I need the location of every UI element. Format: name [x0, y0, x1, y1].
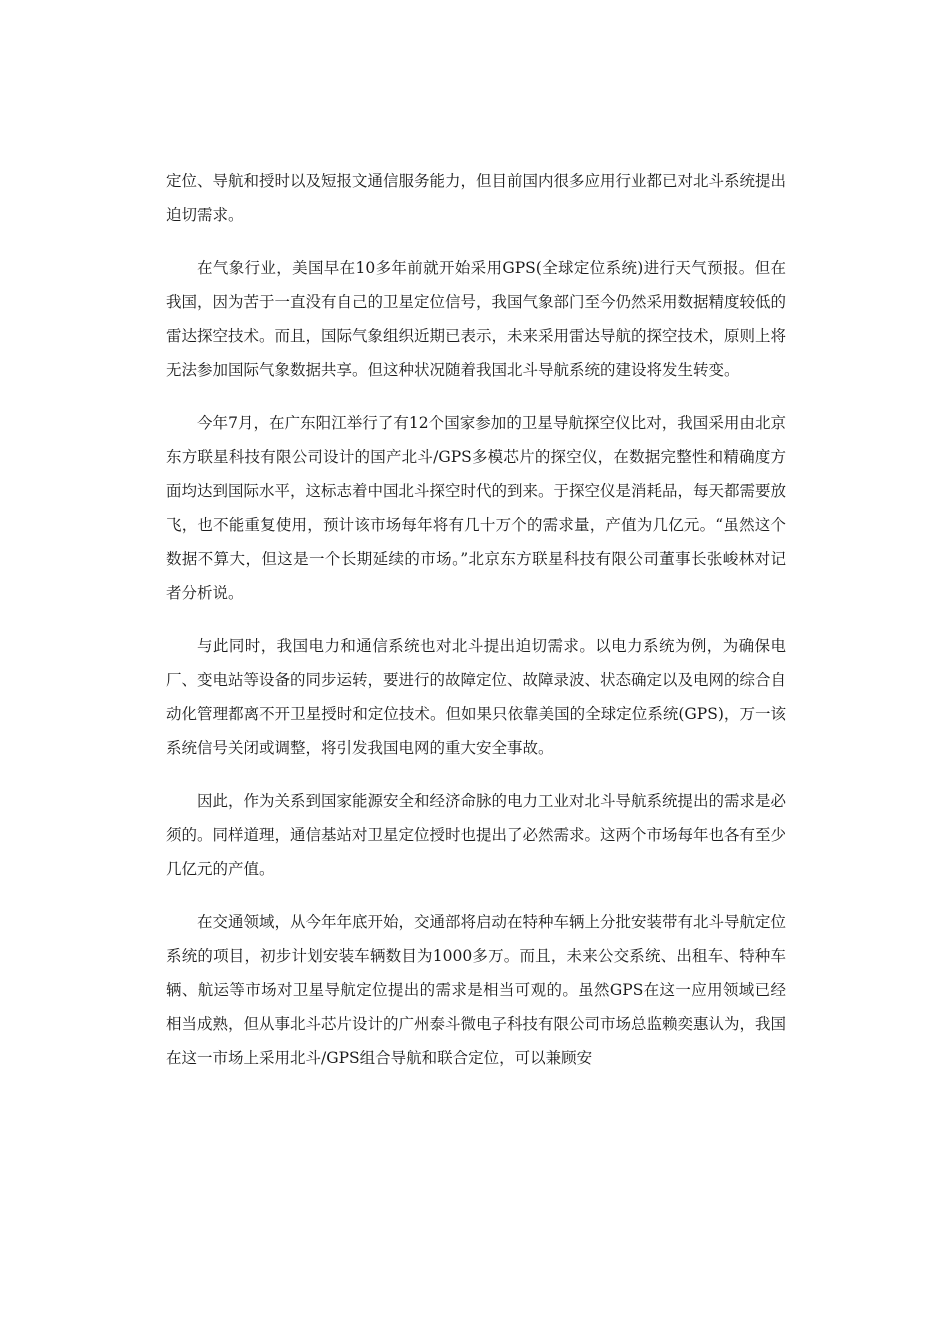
- paragraph-4: 与此同时，我国电力和通信系统也对北斗提出迫切需求。以电力系统为例，为确保电厂、变电站等设备的同步运转，要进行的故障定位、故障录波、状态确定以及电网的综合自动化管理都离不开卫星授时和定位技术。但如果只依靠美国的全球定位系统(GPS)，万一该系统信号关闭或调整，将引发我国电网的重大安全事故。: [166, 637, 787, 757]
- paragraph-5: 因此，作为关系到国家能源安全和经济命脉的电力工业对北斗导航系统提出的需求是必须的。同样道理，通信基站对卫星定位授时也提出了必然需求。这两个市场每年也各有至少几亿元的产值。: [166, 792, 787, 878]
- paragraph-2: 在气象行业，美国早在10多年前就开始采用GPS(全球定位系统)进行天气预报。但在我国，因为苦于一直没有自己的卫星定位信号，我国气象部门至今仍然采用数据精度较低的雷达探空技术。而且，国际气象组织近期已表示，未来采用雷达导航的探空技术，原则上将无法参加国际气象数据共享。但这种状况随着我国北斗导航系统的建设将发生转变。: [166, 259, 787, 379]
- paragraph-3: 今年7月，在广东阳江举行了有12个国家参加的卫星导航探空仪比对，我国采用由北京东方联星科技有限公司设计的国产北斗/GPS多模芯片的探空仪，在数据完整性和精确度方面均达到国际水平，这标志着中国北斗探空时代的到来。于探空仪是消耗品，每天都需要放飞，也不能重复使用，预计该市场每年将有几十万个的需求量，产值为几亿元。“虽然这个数据不算大，但这是一个长期延续的市场。”北京东方联星科技有限公司董事长张峻林对记者分析说。: [166, 414, 787, 602]
- paragraph-1: 定位、导航和授时以及短报文通信服务能力，但目前国内很多应用行业都已对北斗系统提出迫切需求。: [166, 172, 787, 224]
- document-body: [166, 164, 786, 1094]
- paragraph-6: 在交通领域，从今年年底开始，交通部将启动在特种车辆上分批安装带有北斗导航定位系统的项目，初步计划安装车辆数目为1000多万。而且，未来公交系统、出租车、特种车辆、航运等市场对卫星导航定位提出的需求是相当可观的。虽然GPS在这一应用领域已经相当成熟，但从事北斗芯片设计的广州泰斗微电子科技有限公司市场总监赖奕惠认为，我国在这一市场上采用北斗/GPS组合导航和联合定位，可以兼顾安: [166, 913, 787, 1067]
